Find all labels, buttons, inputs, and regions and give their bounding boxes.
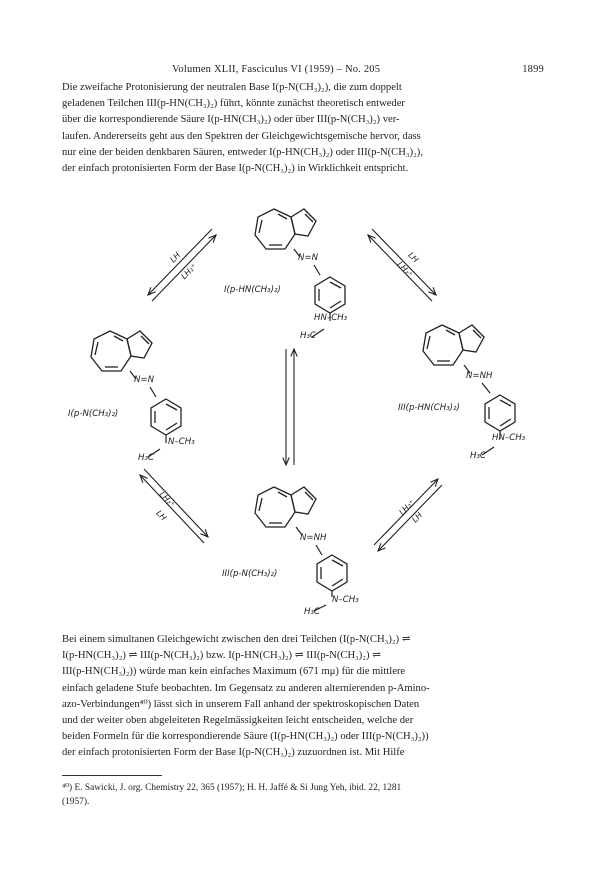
text-line: der einfach protonisierten Form der Base I(p-N(CH₃)₂) zuzuordnen ist. Mit Hilfe (62, 747, 405, 759)
reagent-lh2-top-left: LH₂⁺ (179, 261, 199, 282)
footnote-line: (1957). (62, 797, 90, 807)
azo-label-left: N=N (134, 375, 155, 385)
text-line: beiden Formeln für die korrespondierende Säure (I(p-HN(CH₃)₂) oder III(p-N(CH₃)₂)) (62, 731, 429, 743)
arrow-center (286, 349, 294, 465)
text-line: nur eine der beiden denkbaren Säuren, entweder I(p-HN(CH₃)₂) oder III(p-N(CH₃)₂), (62, 146, 423, 158)
molecule-bottom (255, 487, 347, 611)
methyl-label-right: H₃C (470, 451, 486, 461)
methyl-label-top: H₃C (300, 331, 316, 341)
footnote (62, 781, 544, 809)
discussion-paragraph (62, 632, 544, 762)
reagent-lh-top-left: LH (168, 250, 183, 265)
methyl-label-bottom: H₃C (304, 607, 320, 617)
methyl-label-left: H₃C (138, 453, 154, 463)
text-line: azo-Verbindungen⁴⁰) lässt sich in unserem Fall anhand der spektroskopischen Daten (62, 698, 420, 710)
reagent-lh2-bottom-left: LH₂⁺ (157, 489, 177, 510)
reaction-scheme (62, 197, 544, 627)
footnote-line: ⁴⁰) E. Sawicki, J. org. Chemistry 22, 365 (1957); H. H. Jaffé & Si Jung Yeh, ibid. 22, 1281 (62, 783, 402, 793)
reagent-lh-top-right: LH (406, 250, 421, 265)
arrow-top-left (148, 229, 216, 301)
text-line: III(p-HN(CH₃)₂)) würde man kein einfaches Maximum (671 mμ) für die mittlere (62, 666, 406, 678)
amine-label-bottom: N–CH₃ (332, 595, 359, 605)
text-line: laufen. Andererseits geht aus den Spektren der Gleichgewichtsgemische hervor, dass (62, 130, 421, 142)
text-line: und der weiter oben abgeleiteten Regelmässigkeiten leicht entscheiden, welche der (62, 715, 414, 727)
compound-label-top: I(p-HN(CH₃)₂) (224, 285, 281, 295)
azo-label-bottom: N=NH (300, 533, 327, 543)
reagent-lh-bottom-left: LH (154, 508, 169, 523)
text-line: geladenen Teilchen III(p-HN(CH₃)₂) führt, könnte zunächst theoretisch entweder (62, 98, 405, 110)
reagent-lh2-top-right: LH₂⁺ (395, 259, 415, 280)
text-line: I(p-HN(CH₃)₂) ⇌ III(p-N(CH₃)₂) bzw. I(p-HN(CH₃)₂) ⇌ III(p-N(CH₃)₂) ⇌ (62, 650, 382, 662)
arrow-bottom-left (140, 469, 208, 543)
text-line: einfach geladene Stufe beobachten. Im Gegensatz zu anderen alternierenden p-Amino- (62, 682, 430, 694)
text-line: Bei einem simultanen Gleichgewicht zwischen den drei Teilchen (I(p-N(CH₃)₂) ⇌ (62, 634, 411, 645)
text-line: Die zweifache Protonisierung der neutralen Base I(p-N(CH₃)₂), die zum doppelt (62, 82, 402, 93)
text-line: der einfach protonisierten Form der Base I(p-N(CH₃)₂) in Wirklichkeit entspricht. (62, 163, 409, 175)
compound-label-right: III(p-HN(CH₃)₂) (398, 403, 460, 413)
arrow-bottom-right (374, 479, 442, 551)
text-line: über die korrespondierende Säure I(p-HN(CH₃)₂) oder über III(p-N(CH₃)₂) ver- (62, 114, 400, 126)
azo-label-right: N=NH (466, 371, 493, 381)
amine-label-right: HN–CH₃ (492, 433, 526, 443)
reagent-lh2-bottom-right: LH₂⁺ (397, 497, 417, 518)
page-number: 1899 (522, 64, 544, 75)
footnote-rule (62, 775, 162, 776)
amine-label-top: HN–CH₃ (314, 313, 348, 323)
journal-title: Volumen XLII, Fasciculus VI (1959) – No. 205 (172, 64, 381, 75)
reagent-lh-bottom-right: LH (410, 510, 425, 525)
compound-label-bottom: III(p-N(CH₃)₂) (222, 569, 278, 579)
azo-label-top: N=N (298, 253, 319, 263)
compound-label-left: I(p-N(CH₃)₂) (68, 409, 119, 419)
intro-paragraph (62, 80, 544, 177)
amine-label-left: N–CH₃ (168, 437, 195, 447)
